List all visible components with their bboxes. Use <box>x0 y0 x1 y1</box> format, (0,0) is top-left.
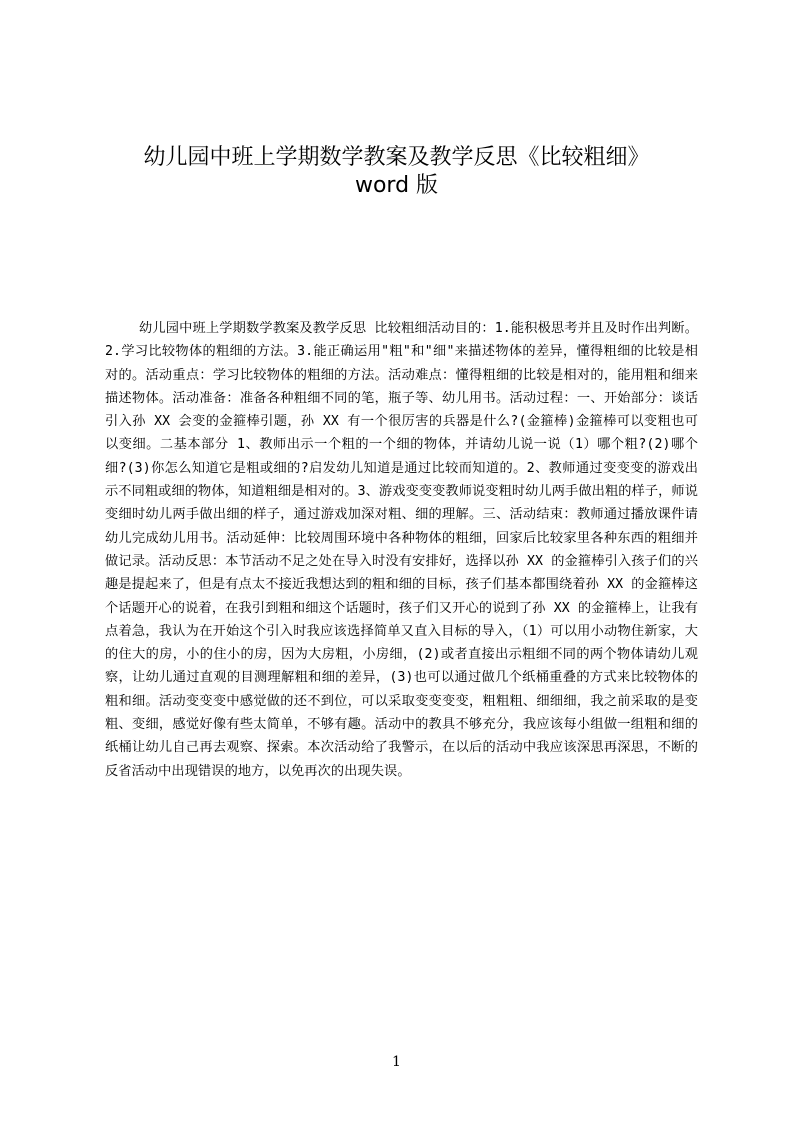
document-title: 幼儿园中班上学期数学教案及教学反思《比较粗细》 <box>143 145 650 170</box>
page-number: 1 <box>392 1054 401 1070</box>
document-title-subtitle: word 版 <box>354 173 439 198</box>
body-paragraph: 幼儿园中班上学期数学教案及教学反思 比较粗细活动目的：1.能积极思考并且及时作出判断。2.学习比较物体的粗细的方法。3.能正确运用"粗"和"细"来描述物体的差异，懂得粗细的比较是相对的。活动重点：学习比较物体的粗细的方法。活动难点：懂得粗细的比较是相对的，能用粗和细来描述物体。活动准备：准备各种粗细不同的笔，瓶子等、幼儿用书。活动过程：一、开始部分：谈话引入孙 XX 会变的金箍棒引题，孙 XX 有一个很厉害的兵器是什么?(金箍棒)金箍棒可以变粗也可以变细。二基本部分 1、教师出示一个粗的一个细的物体，并请幼儿说一说（1）哪个粗?(2)哪个细?(3)你怎么知道它是粗或细的?启发幼儿知道是通过比较而知道的。2、教师通过变变变的游戏出示不同粗或细的物体，知道粗细是相对的。3、游戏变变变教师说变粗时幼儿两手做出粗的样子，师说变细时幼儿两手做出细的样子，通过游戏加深对粗、细的理解。三、活动结束：教师通过播放课件请幼儿完成幼儿用书。活动延伸：比较周围环境中各种物体的粗细，回家后比较家里各种东西的粗细并做记录。活动反思：本节活动不足之处在导入时没有安排好，选择以孙 XX 的金箍棒引入孩子们的兴趣是提起来了，但是有点太不接近我想达到的粗和细的目标，孩子们基本都围绕着孙 XX 的金箍棒这个话题开心的说着，在我引到粗和细这个话题时，孩子们又开心的说到了孙 XX 的金箍棒上，让我有点着急，我认为在开始这个引入时我应该选择简单又直入目标的导入，（1）可以用小动物住新家，大的住大的房，小的住小的房，因为大房粗，小房细，(2)或者直接出示粗细不同的两个物体请幼儿观察，让幼儿通过直观的目测理解粗和细的差异，(3)也可以通过做几个纸桶重叠的方式来比较物体的粗和细。活动变变变中感觉做的还不到位，可以采取变变变变，粗粗粗、细细细，我之前采取的是变粗、变细，感觉好像有些太简单，不够有趣。活动中的教具不够充分，我应该每小组做一组粗和细的纸桶让幼儿自己再去观察、探索。本次活动给了我警示，在以后的活动中我应该深思再深思，不断的反省活动中出现错误的地方，以免再次的出现失误。 <box>105 321 698 779</box>
